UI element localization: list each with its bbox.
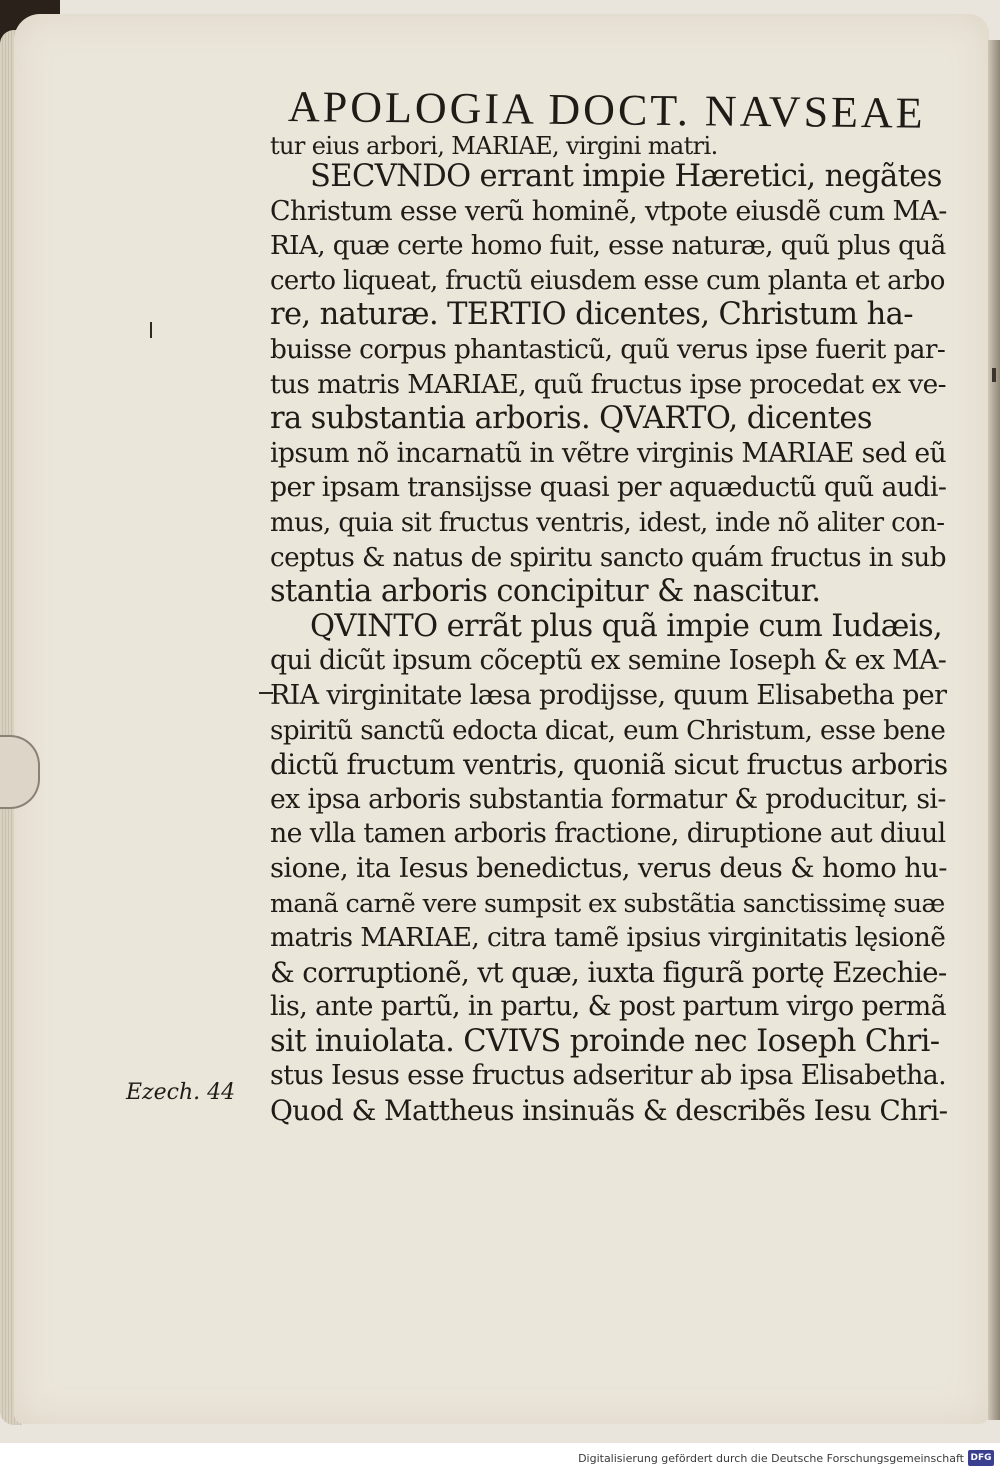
- text-line: qui dicũt ipsum cõceptũ ex semine Ioseph & ex MA-: [270, 645, 947, 677]
- text-line: lis, ante partũ, in partu, & post partum virgo permã: [270, 991, 947, 1023]
- text-line: mus, quia sit fructus ventris, idest, inde nõ aliter con-: [270, 507, 945, 538]
- text-line: stus Iesus esse fructus adseritur ab ipsa Elisabetha.: [270, 1060, 947, 1092]
- running-head: APOLOGIA DOCT. NAVSEAE: [287, 82, 926, 138]
- text-line: buisse corpus phantasticũ, quũ verus ipse fuerit par-: [270, 334, 946, 365]
- text-line: RIA virginitate læsa prodijsse, quum Elisabetha per: [270, 679, 947, 711]
- footer-credit: Digitalisierung gefördert durch die Deutsche Forschungsgemeinschaft: [578, 1452, 964, 1465]
- text-line: Quod & Mattheus insinuãs & describẽs Iesu Chri-: [270, 1094, 948, 1128]
- text-line: ex ipsa arboris substantia formatur & producitur, si-: [270, 783, 946, 815]
- text-line: re, naturæ. TERTIO dicentes, Christum ha-: [270, 297, 913, 333]
- text-line: stantia arboris concipitur & nascitur.: [270, 574, 821, 610]
- text-line: sione, ita Iesus benedictus, verus deus & homo hu-: [270, 852, 947, 884]
- text-line: SECVNDO errant impie Hæretici, negãtes: [310, 159, 942, 194]
- edge-mark: [992, 368, 996, 382]
- margin-note: Ezech. 44: [126, 1080, 236, 1105]
- text-line: sit inuiolata. CVIVS proinde nec Ioseph Chri-: [270, 1023, 940, 1059]
- text-line: spiritũ sanctũ edocta dicat, eum Christum, esse bene: [270, 715, 946, 746]
- text-block: [270, 82, 950, 1129]
- text-line: dictũ fructum ventris, quoniã sicut fructus arboris: [270, 748, 948, 782]
- text-line: manã carnẽ vere sumpsit ex substãtia sanctissimę suæ: [270, 888, 945, 919]
- text-line: tus matris MARIAE, quũ fructus ipse procedat ex ve-: [270, 369, 946, 400]
- text-line: matris MARIAE, citra tamẽ ipsius virginitatis lęsionẽ: [270, 922, 946, 954]
- text-line: ra substantia arboris. QVARTO, dicentes: [270, 401, 872, 437]
- text-line: per ipsam transijsse quasi per aquæductũ quũ audi-: [270, 472, 947, 504]
- text-line: ne vlla tamen arboris fractione, diruptione aut diuul: [270, 818, 946, 850]
- margin-tick-mark: [150, 322, 152, 338]
- text-line: certo liqueat, fructũ eiusdem esse cum planta et arbo: [270, 265, 945, 296]
- dfg-logo: DFG: [968, 1450, 994, 1466]
- text-line: RIA, quæ certe homo fuit, esse naturæ, quũ plus quã: [270, 231, 946, 262]
- text-line: ceptus & natus de spiritu sancto quám fructus in sub: [270, 542, 946, 573]
- text-line: tur eius arbori, MARIAE, virgini matri.: [270, 132, 718, 160]
- right-page-edge: [988, 40, 1000, 1420]
- text-line: & corruptionẽ, vt quæ, iuxta figurã portę Ezechie-: [270, 955, 947, 989]
- text-line: ipsum nõ incarnatũ in vẽtre virginis MARIAE sed eũ: [270, 437, 947, 469]
- text-line: Christum esse verũ hominẽ, vtpote eiusdẽ cum MA-: [270, 195, 947, 227]
- text-line: QVINTO errãt plus quã impie cum Iudæis,: [310, 608, 943, 644]
- body-text: [270, 132, 950, 1129]
